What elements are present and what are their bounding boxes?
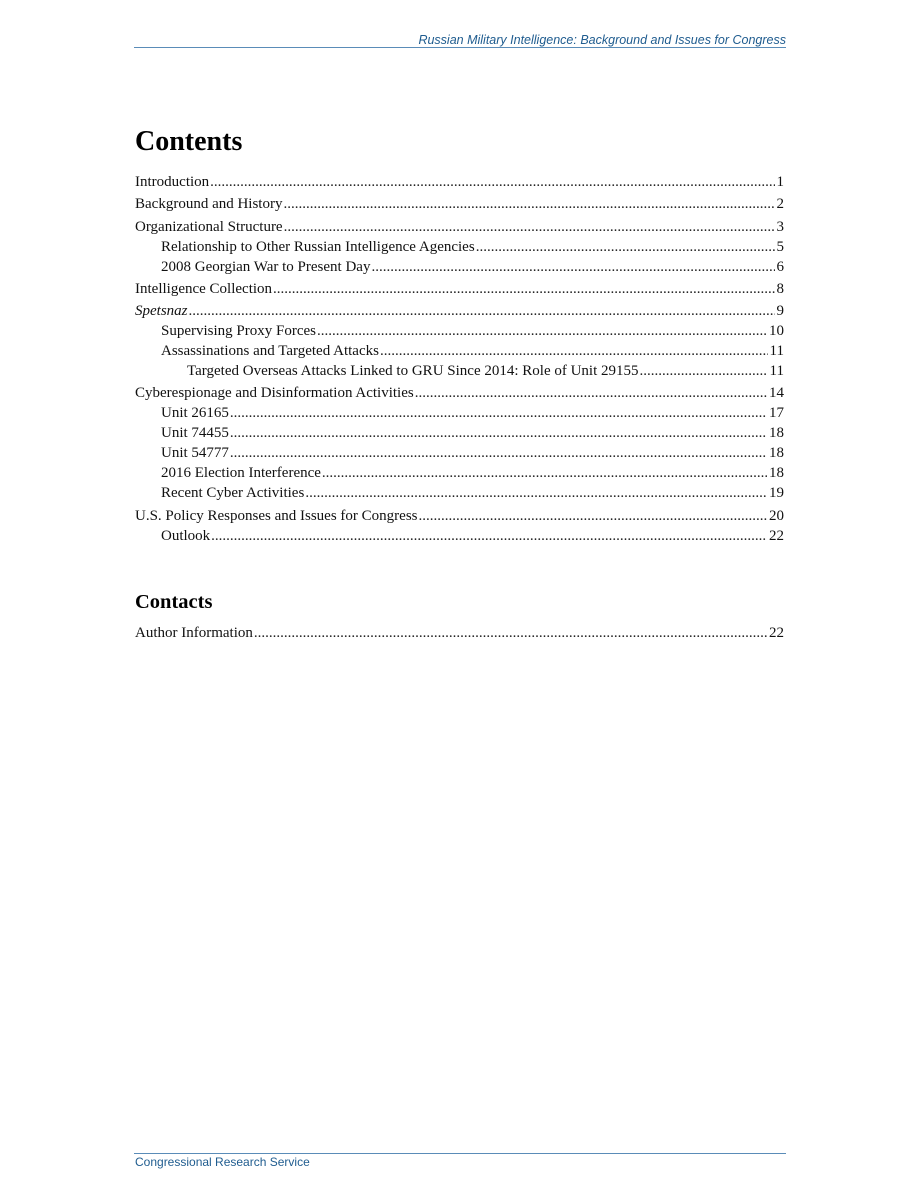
toc-entry-label: Assassinations and Targeted Attacks <box>161 343 379 360</box>
toc-entry[interactable] <box>135 217 784 237</box>
toc-entry[interactable] <box>135 383 784 403</box>
toc-entry-page-number: 17 <box>769 405 784 422</box>
toc-dot-leader <box>419 506 768 526</box>
toc-entry-label: Organizational Structure <box>135 218 283 235</box>
toc-entry-label: Relationship to Other Russian Intelligence Agencies <box>161 238 475 255</box>
toc-dot-leader <box>230 443 767 463</box>
toc-dot-leader <box>230 403 767 423</box>
toc-entry-label: Outlook <box>161 527 211 544</box>
toc-entry-page-number: 6 <box>776 258 784 275</box>
toc-entry-page-number: 1 <box>776 174 784 190</box>
toc-entry[interactable] <box>135 403 784 423</box>
toc-dot-leader <box>230 423 767 443</box>
toc-entry[interactable] <box>135 443 784 463</box>
toc-entry-page-number: 5 <box>776 238 784 255</box>
toc-entry-page-number: 20 <box>769 507 784 524</box>
table-of-contents <box>135 172 784 546</box>
toc-entry[interactable] <box>135 172 784 192</box>
toc-entry-label: Unit 74455 <box>161 425 229 442</box>
toc-entry-label: U.S. Policy Responses and Issues for Congress <box>135 507 418 524</box>
toc-entry-label: Author Information <box>135 625 253 641</box>
toc-dot-leader <box>415 383 767 403</box>
toc-entry-label: Unit 26165 <box>161 405 229 422</box>
toc-dot-leader <box>322 463 767 483</box>
toc-dot-leader <box>380 341 768 361</box>
toc-entry-page-number: 19 <box>769 485 784 502</box>
toc-entry-page-number: 22 <box>769 527 784 544</box>
toc-entry-label: Spetsnaz <box>135 303 188 320</box>
toc-entry[interactable] <box>135 301 784 321</box>
toc-dot-leader <box>273 279 774 299</box>
toc-entry[interactable] <box>135 506 784 526</box>
toc-entry[interactable] <box>135 279 784 299</box>
toc-entry-label: Cyberespionage and Disinformation Activities <box>135 385 414 402</box>
toc-entry-page-number: 11 <box>769 343 784 360</box>
toc-dot-leader <box>211 526 767 546</box>
toc-entry-page-number: 8 <box>776 280 784 297</box>
contacts-list <box>135 623 784 643</box>
toc-entry-label: Introduction <box>135 174 210 190</box>
toc-entry[interactable] <box>135 237 784 257</box>
toc-entry[interactable] <box>135 257 784 277</box>
toc-entry[interactable] <box>135 623 784 643</box>
contacts-heading: Contacts <box>135 591 213 613</box>
toc-dot-leader <box>317 321 767 341</box>
toc-entry[interactable] <box>135 483 784 503</box>
toc-entry-page-number: 14 <box>769 385 784 402</box>
toc-entry-page-number: 18 <box>769 425 784 442</box>
toc-entry-page-number: 18 <box>769 465 784 482</box>
toc-entry-label: Background and History <box>135 196 283 213</box>
toc-entry[interactable] <box>135 321 784 341</box>
toc-dot-leader <box>640 361 768 381</box>
toc-entry-label: Supervising Proxy Forces <box>161 323 316 340</box>
toc-dot-leader <box>305 483 767 503</box>
toc-dot-leader <box>284 217 775 237</box>
toc-dot-leader <box>283 194 774 214</box>
page-title: Contents <box>135 126 243 157</box>
toc-entry-label: Recent Cyber Activities <box>161 485 305 502</box>
toc-entry-page-number: 9 <box>776 303 784 320</box>
toc-dot-leader <box>476 237 775 257</box>
toc-entry[interactable] <box>135 526 784 546</box>
toc-entry-page-number: 2 <box>776 196 784 213</box>
toc-dot-leader <box>371 257 774 277</box>
header-rule <box>134 47 786 48</box>
running-footer-publisher: Congressional Research Service <box>135 1155 310 1169</box>
toc-entry-label: Unit 54777 <box>161 445 229 462</box>
toc-entry[interactable] <box>135 361 784 381</box>
running-header-title: Russian Military Intelligence: Background and Issues for Congress <box>418 33 786 47</box>
toc-entry-page-number: 22 <box>769 625 784 641</box>
toc-entry[interactable] <box>135 341 784 361</box>
toc-entry-label: 2008 Georgian War to Present Day <box>161 258 371 275</box>
toc-entry-page-number: 11 <box>769 363 784 380</box>
toc-dot-leader <box>189 301 775 321</box>
toc-entry-page-number: 18 <box>769 445 784 462</box>
footer-rule <box>134 1153 786 1154</box>
toc-entry-label: Targeted Overseas Attacks Linked to GRU Since 2014: Role of Unit 29155 <box>187 363 639 380</box>
toc-entry-page-number: 10 <box>769 323 784 340</box>
toc-entry[interactable] <box>135 194 784 214</box>
toc-entry-page-number: 3 <box>776 218 784 235</box>
toc-entry-label: 2016 Election Interference <box>161 465 321 482</box>
toc-entry[interactable] <box>135 463 784 483</box>
toc-dot-leader <box>210 172 774 192</box>
toc-dot-leader <box>254 623 767 643</box>
toc-entry[interactable] <box>135 423 784 443</box>
toc-entry-label: Intelligence Collection <box>135 280 273 297</box>
